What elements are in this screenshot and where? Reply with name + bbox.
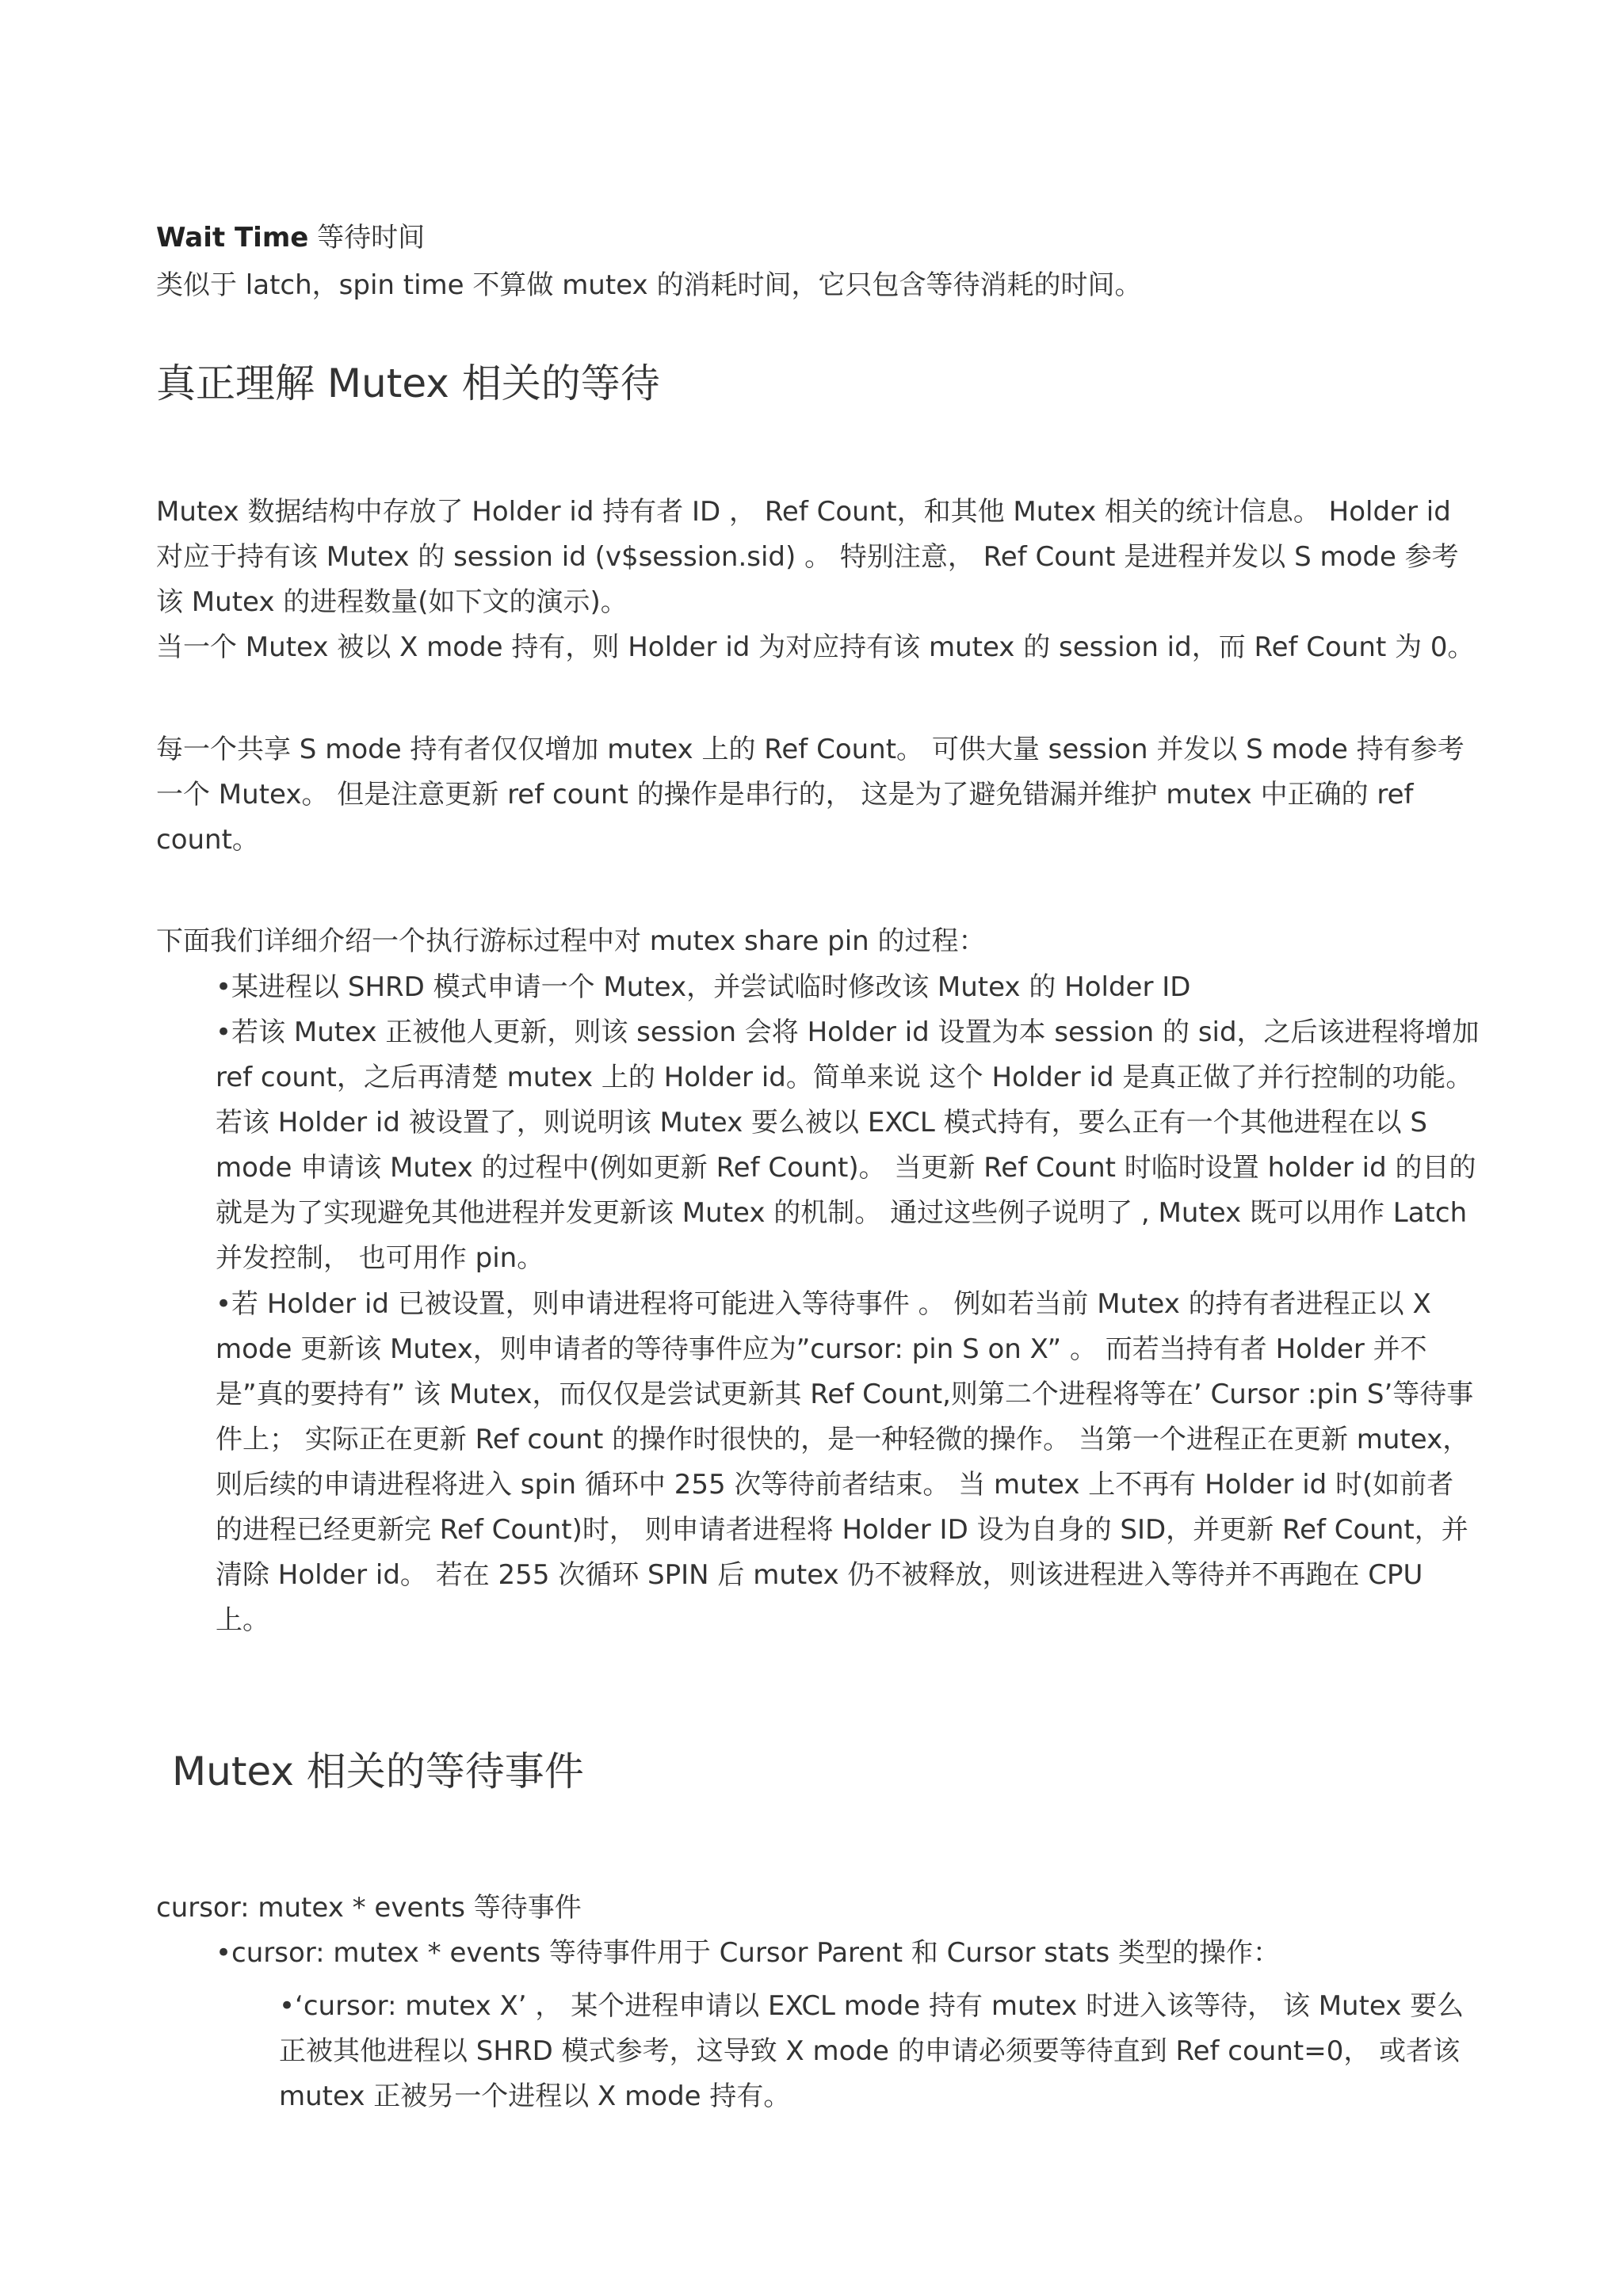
bullet-cursor-mutex-events: •cursor: mutex * events 等待事件用于 Cursor Parent 和 Cursor stats 类型的操作： [216,1937,1280,1969]
bullet-holder-set-wait: •若 Holder id 已被设置，则申请进程将可能进入等待事件 。 例如若当前 Mutex 的持有者进程正以 X mode 更新该 Mutex，则申请者的等待事件应为”cursor: pin S on X” 。 而若当持有者 Holder 并不是”真的要持有” 该 Mutex，而仅仅是尝试更新其 Ref Count,则第二个进程将等在’ Cursor :pin S’等待事件上； 实际正在更新 Ref count 的操作时很快的，是一种轻微的操作。 当第一个进程正在更新 mutex，则后续的申请进程将进入 spin 循环中 255 次等待前者结束。 当 mutex 上不再有 Holder id 时(如前者的进程已经更新完 Ref Count)时， 则申请者进程将 Holder ID 设为自身的 SID，并更新 Ref Count，并清除 Holder id。 若在 255 次循环 SPIN 后 mutex 仍不被释放，则该进程进入等待并不再跑在 CPU 上。 [216,1288,1474,1636]
paragraph-share-pin-intro: 下面我们详细介绍一个执行游标过程中对 mutex share pin 的过程： [156,925,986,957]
bullet-shrd-request: •某进程以 SHRD 模式申请一个 Mutex，并尝试临时修改该 Mutex 的 Holder ID [216,971,1191,1003]
wait-time-label-zh: 等待时间 [308,222,426,254]
bullet-cursor-mutex-x: •‘cursor: mutex X’ ， 某个进程申请以 EXCL mode 持有 mutex 时进入该等待， 该 Mutex 要么正被其他进程以 SHRD 模式参考，这导致 X mode 的申请必须要等待直到 Ref count=0， 或者该 mutex 正被另一个进程以 X mode 持有。 [279,1990,1465,2112]
bullet-holder-update: •若该 Mutex 正被他人更新，则该 session 会将 Holder id 设置为本 session 的 sid，之后该进程将增加 ref count，之后再清楚 mutex 上的 Holder id。简单来说 这个 Holder id 是真正做了并行控制的功能。 若该 Holder id 被设置了，则说明该 Mutex 要么被以 EXCL 模式持有，要么正有一个其他进程在以 S mode 申请该 Mutex 的过程中(例如更新 Ref Count)。 当更新 Ref Count 时临时设置 holder id 的目的就是为了实现避免其他进程并发更新该 Mutex 的机制。 通过这些例子说明了 , Mutex 既可以用作 Latch 并发控制， 也可用作 pin。 [216,1016,1480,1274]
section-heading-mutex-events: Mutex 相关的等待事件 [172,1749,584,1794]
paragraph-mutex-structure: Mutex 数据结构中存放了 Holder id 持有者 ID ， Ref Count，和其他 Mutex 相关的统计信息。 Holder id 对应于持有该 Mutex 的 session id (v$session.sid) 。 特别注意， Ref Count 是进程并发以 S mode 参考该 Mutex 的进程数量(如下文的演示)。 [156,496,1459,618]
paragraph-s-mode: 每一个共享 S mode 持有者仅仅增加 mutex 上的 Ref Count。 可供大量 session 并发以 S mode 持有参考一个 Mutex。 但是注意更新 ref count 的操作是串行的， 这是为了避免错漏并维护 mutex 中正确的 ref count。 [156,734,1465,856]
wait-time-description: 类似于 latch，spin time 不算做 mutex 的消耗时间，它只包含等待消耗的时间。 [156,269,1142,301]
wait-time-heading [156,215,1480,261]
section-heading-mutex-waits: 真正理解 Mutex 相关的等待 [156,360,660,406]
paragraph-x-mode: 当一个 Mutex 被以 X mode 持有，则 Holder id 为对应持有该 mutex 的 session id，而 Ref Count 为 0。 [156,631,1475,663]
wait-time-label: Wait Time [156,222,309,254]
subheading-cursor-mutex-events: cursor: mutex * events 等待事件 [156,1892,582,1924]
